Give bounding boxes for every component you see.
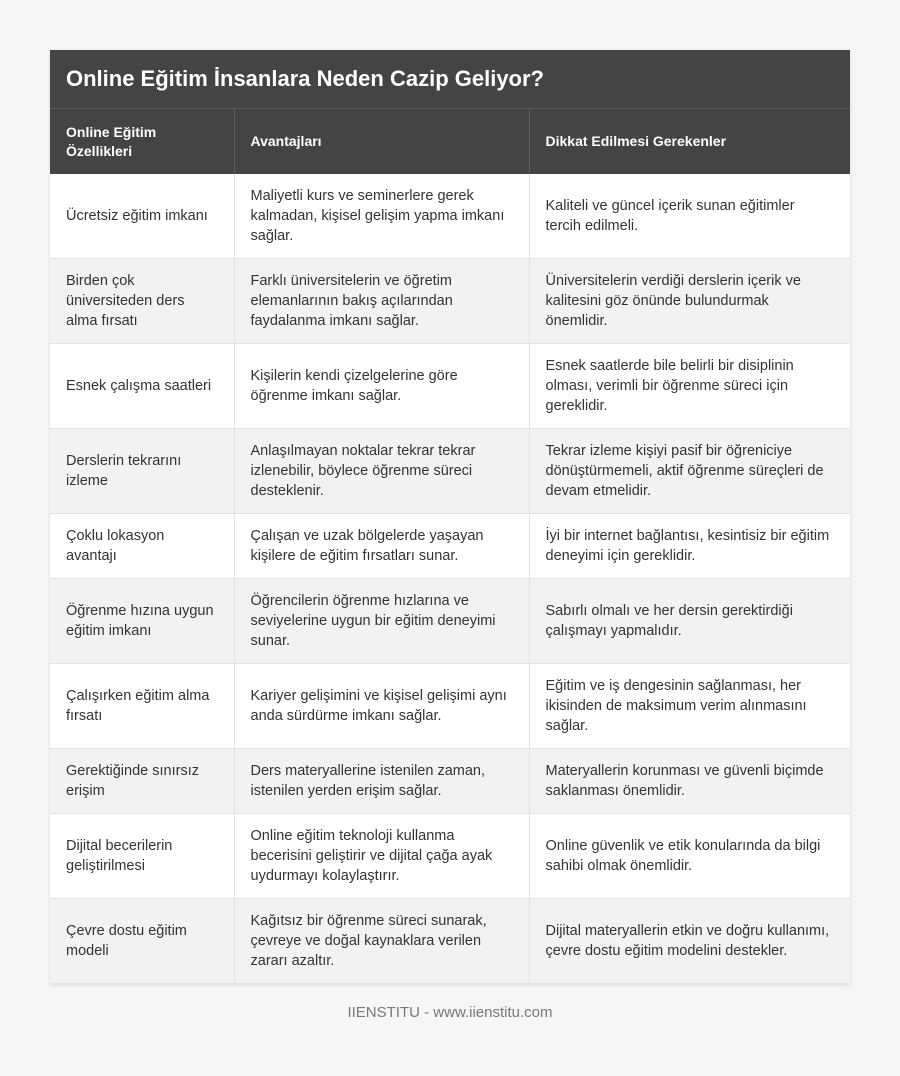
consideration-cell: Sabırlı olmalı ve her dersin gerektirdiği çalışmayı yapmalıdır. [529, 579, 850, 664]
table-row [50, 814, 850, 899]
advantage-cell: Anlaşılmayan noktalar tekrar tekrar izlenebilir, böylece öğrenme süreci desteklenir. [234, 429, 529, 514]
feature-cell: Çalışırken eğitim alma fırsatı [50, 664, 234, 749]
consideration-cell: İyi bir internet bağlantısı, kesintisiz bir eğitim deneyimi için gereklidir. [529, 514, 850, 579]
table-title: Online Eğitim İnsanlara Neden Cazip Geliyor? [50, 50, 850, 109]
footer-credit: IIENSTITU - www.iienstitu.com [347, 1004, 553, 1021]
consideration-cell: Kaliteli ve güncel içerik sunan eğitimler tercih edilmeli. [529, 174, 850, 259]
table-row [50, 749, 850, 814]
consideration-cell: Eğitim ve iş dengesinin sağlanması, her ikisinden de maksimum verim alınmasını sağlar. [529, 664, 850, 749]
consideration-cell: Materyallerin korunması ve güvenli biçimde saklanması önemlidir. [529, 749, 850, 814]
feature-cell: Gerektiğinde sınırsız erişim [50, 749, 234, 814]
column-header-advantages: Avantajları [234, 109, 529, 174]
consideration-cell: Dijital materyallerin etkin ve doğru kullanımı, çevre dostu eğitim modelini destekler. [529, 899, 850, 984]
column-header-features: Online Eğitim Özellikleri [50, 109, 234, 174]
table-row [50, 899, 850, 984]
feature-cell: Çevre dostu eğitim modeli [50, 899, 234, 984]
table-row [50, 579, 850, 664]
advantage-cell: Kariyer gelişimini ve kişisel gelişimi aynı anda sürdürme imkanı sağlar. [234, 664, 529, 749]
table-row [50, 514, 850, 579]
advantage-cell: Kişilerin kendi çizelgelerine göre öğrenme imkanı sağlar. [234, 344, 529, 429]
consideration-cell: Esnek saatlerde bile belirli bir disiplinin olması, verimli bir öğrenme süreci için gereklidir. [529, 344, 850, 429]
advantage-cell: Maliyetli kurs ve seminerlere gerek kalmadan, kişisel gelişim yapma imkanı sağlar. [234, 174, 529, 259]
column-header-considerations: Dikkat Edilmesi Gerekenler [529, 109, 850, 174]
advantage-cell: Online eğitim teknoloji kullanma becerisini geliştirir ve dijital çağa ayak uydurmayı kolaylaştırır. [234, 814, 529, 899]
advantage-cell: Farklı üniversitelerin ve öğretim elemanlarının bakış açılarından faydalanma imkanı sağlar. [234, 259, 529, 344]
table-row [50, 259, 850, 344]
feature-cell: Derslerin tekrarını izleme [50, 429, 234, 514]
feature-cell: Esnek çalışma saatleri [50, 344, 234, 429]
feature-cell: Ücretsiz eğitim imkanı [50, 174, 234, 259]
advantage-cell: Öğrencilerin öğrenme hızlarına ve seviyelerine uygun bir eğitim deneyimi sunar. [234, 579, 529, 664]
advantage-cell: Çalışan ve uzak bölgelerde yaşayan kişilere de eğitim fırsatları sunar. [234, 514, 529, 579]
feature-cell: Çoklu lokasyon avantajı [50, 514, 234, 579]
table-row [50, 429, 850, 514]
table-row [50, 344, 850, 429]
comparison-table [50, 109, 850, 984]
consideration-cell: Tekrar izleme kişiyi pasif bir öğreniciye dönüştürmemeli, aktif öğrenme süreçleri de devam etmelidir. [529, 429, 850, 514]
table-card [50, 50, 850, 984]
table-row [50, 664, 850, 749]
feature-cell: Dijital becerilerin geliştirilmesi [50, 814, 234, 899]
advantage-cell: Ders materyallerine istenilen zaman, istenilen yerden erişim sağlar. [234, 749, 529, 814]
consideration-cell: Üniversitelerin verdiği derslerin içerik ve kalitesini göz önünde bulundurmak önemlidir. [529, 259, 850, 344]
consideration-cell: Online güvenlik ve etik konularında da bilgi sahibi olmak önemlidir. [529, 814, 850, 899]
table-row [50, 174, 850, 259]
header-row [50, 109, 850, 174]
feature-cell: Öğrenme hızına uygun eğitim imkanı [50, 579, 234, 664]
advantage-cell: Kağıtsız bir öğrenme süreci sunarak, çevreye ve doğal kaynaklara verilen zararı azaltır. [234, 899, 529, 984]
feature-cell: Birden çok üniversiteden ders alma fırsatı [50, 259, 234, 344]
